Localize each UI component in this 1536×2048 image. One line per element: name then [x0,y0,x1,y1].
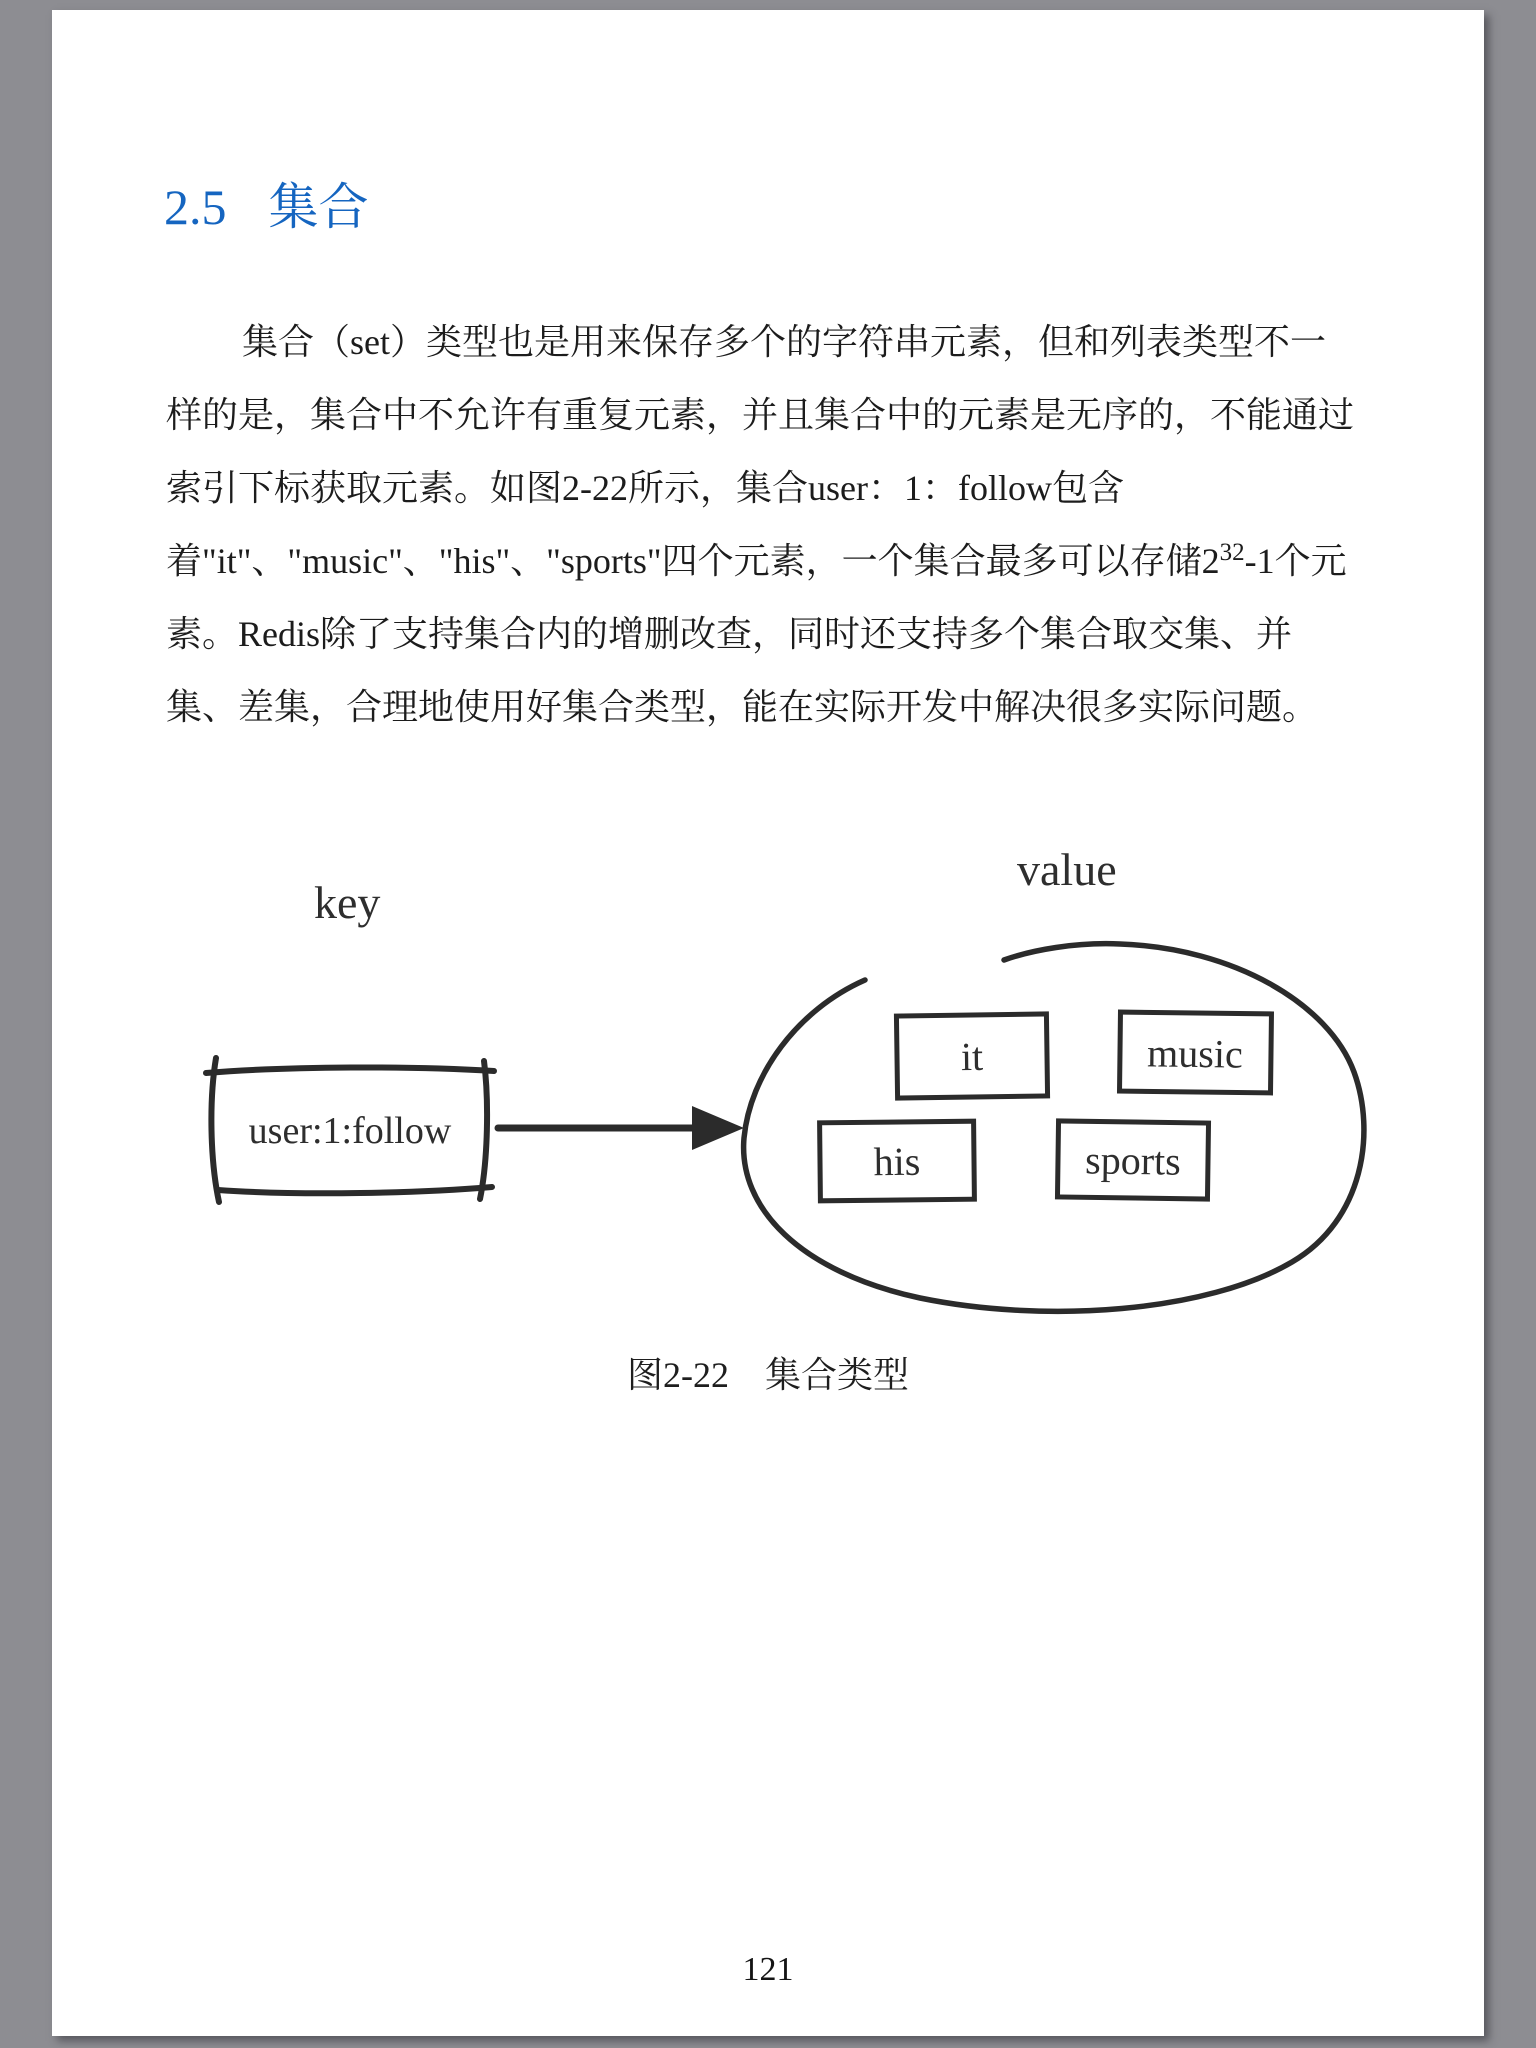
section-number: 2.5 [164,179,227,235]
key-label: key [314,877,381,928]
paragraph-line-3: 索引下标获取元素。如图2-22所示，集合user：1：follow包含 [166,468,1124,508]
superscript-exponent: 32 [1219,539,1245,566]
member-label-it: it [960,1033,984,1080]
section-heading [164,178,369,236]
set-member-box-sports [1057,1121,1208,1199]
paragraph-line-1: 集合（set）类型也是用来保存多个的字符串元素，但和列表类型不一 [242,322,1326,362]
book-page [52,10,1484,2036]
member-label-his: his [873,1138,921,1185]
paragraph-line-5: 素。Redis除了支持集合内的增删改查，同时还支持多个集合取交集、并 [166,614,1293,654]
set-member-box-it [896,1014,1047,1098]
figure-2-22-diagram [152,830,1412,1330]
set-member-box-his [820,1121,975,1201]
paragraph-line-4-tail: -1个元 [1244,541,1347,581]
key-box-text: user:1:follow [248,1110,452,1152]
paragraph-line-2: 样的是，集合中不允许有重复元素，并且集合中的元素是无序的，不能通过 [166,395,1355,435]
arrow [498,1106,744,1150]
paragraph-line-6: 集、差集，合理地使用好集合类型，能在实际开发中解决很多实际问题。 [166,687,1319,727]
key-box [206,1058,494,1202]
member-label-music: music [1146,1030,1244,1077]
body-paragraph [166,306,1396,744]
figure-caption-title: 集合类型 [764,1355,909,1395]
figure-caption-id: 图2-22 [626,1355,729,1395]
key-box-bottom-stroke [218,1187,492,1193]
member-label-sports: sports [1084,1137,1182,1184]
figure-caption [52,1347,1484,1398]
key-box-left-stroke [211,1058,219,1202]
section-title: 集合 [268,179,369,235]
value-label: value [1017,844,1117,895]
key-box-right-stroke [480,1061,487,1199]
arrow-head [692,1106,744,1150]
key-box-top-stroke [206,1067,494,1073]
set-member-box-music [1120,1012,1272,1093]
page-number: 121 [742,1951,794,1988]
paragraph-line-4 [166,525,1396,598]
paragraph-line-4-text: 着"it"、"music"、"his"、"sports"四个元素，一个集合最多可以存储2 [166,541,1220,581]
